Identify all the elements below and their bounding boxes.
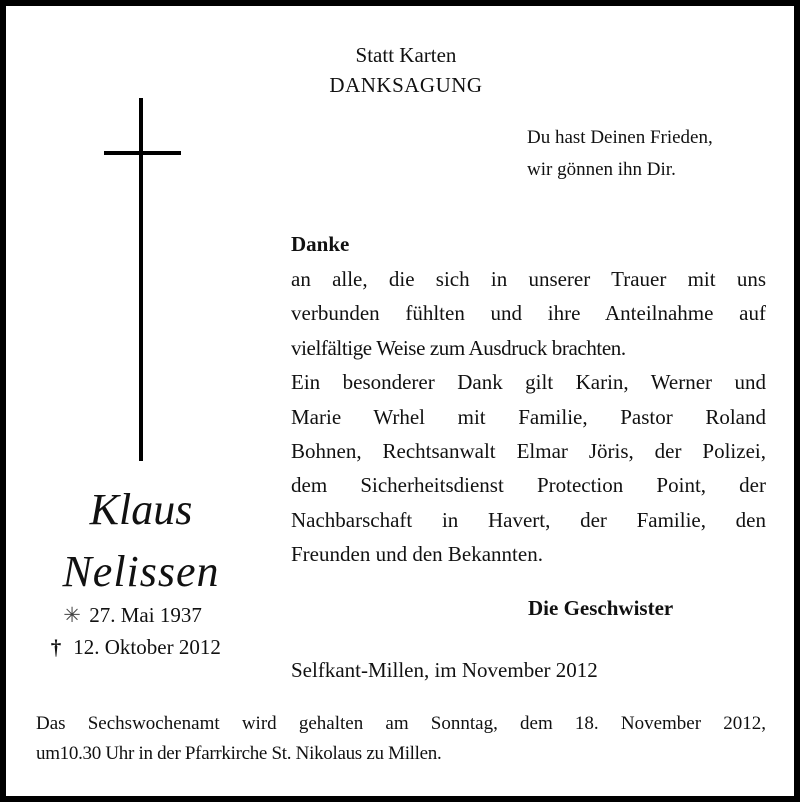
place-date: Selfkant-Millen, im November 2012 — [291, 658, 598, 682]
birth-date-line — [60, 601, 202, 629]
death-date-line — [44, 633, 221, 661]
thanks-body — [291, 262, 766, 572]
deceased-last-name: Nelissen — [62, 547, 220, 596]
footer-line-1: Das Sechswochenamt wird gehalten am Sonntag, dem 18. November 2012, — [36, 713, 766, 734]
deceased-first-name: Klaus — [89, 485, 193, 534]
thanks-line: dem Sicherheitsdienst Protection Point, der — [291, 473, 766, 498]
thanks-heading: Danke — [291, 232, 350, 256]
thanks-line: verbunden fühlten und ihre Anteilnahme auf — [291, 301, 766, 326]
death-date: 12. Oktober 2012 — [73, 635, 221, 659]
signature: Die Geschwister — [528, 596, 674, 620]
thanks-line: an alle, die sich in unserer Trauer mit uns — [291, 267, 766, 291]
thanks-line: Nachbarschaft in Havert, der Familie, den — [291, 507, 766, 532]
thanks-line: Bohnen, Rechtsanwalt Elmar Jöris, der Polizei, — [291, 438, 766, 463]
footer-line-2: um10.30 Uhr in der Pfarrkirche St. Nikolaus zu Millen. — [36, 743, 442, 764]
header-subtitle: Statt Karten — [355, 43, 457, 67]
thanks-line: Marie Wrhel mit Familie, Pastor Roland — [291, 404, 766, 429]
birth-date: 27. Mai 1937 — [89, 603, 202, 627]
thanks-line: vielfältige Weise zum Ausdruck brachten. — [291, 335, 626, 360]
quote-line-2: wir gönnen ihn Dir. — [527, 159, 676, 180]
thanks-line: Ein besonderer Dank gilt Karin, Werner und — [291, 370, 766, 395]
quote-line-1: Du hast Deinen Frieden, — [527, 127, 713, 148]
cross-horizontal-bar — [104, 151, 181, 155]
header-title: DANKSAGUNG — [329, 73, 483, 97]
birth-star-icon: ✳ — [63, 603, 81, 627]
death-cross-icon: † — [50, 635, 62, 659]
thanks-line: Freunden und den Bekannten. — [291, 542, 543, 567]
